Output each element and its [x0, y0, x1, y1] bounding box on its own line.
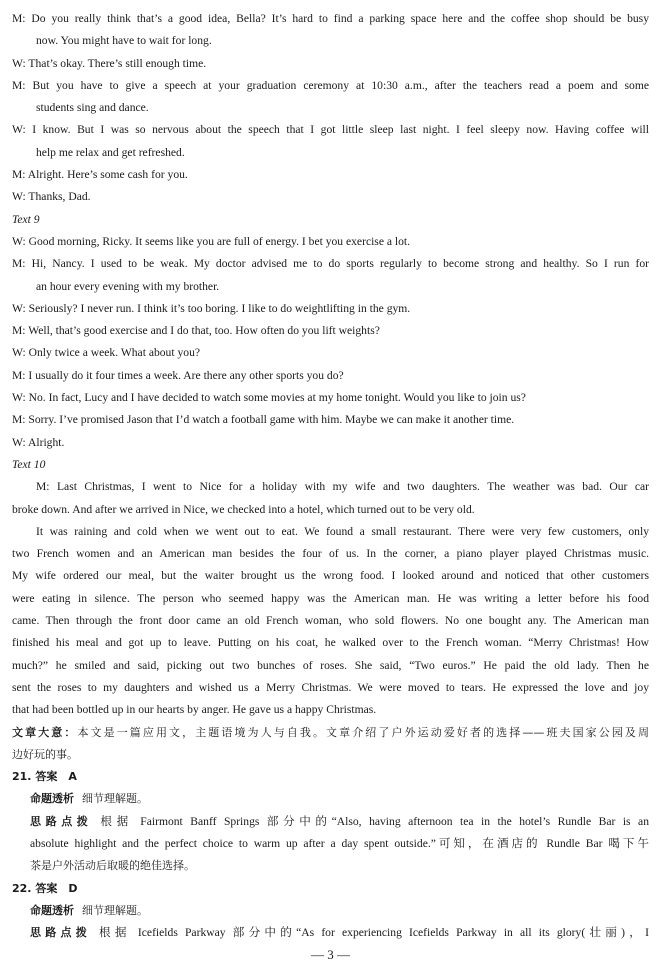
analysis-text: 细节理解题。 [82, 792, 148, 806]
hint-text: 根据 Fairmont Banff Springs 部分中的“Also, having afternoon tea in the hotel’s Rundle Bar is an [100, 814, 649, 828]
paragraph-line: that had been bottled up in our hearts by anger. He gave us a happy Christmas. [12, 703, 377, 717]
dialogue-line: M: Do you really think that’s a good idea, Bella? It’s hard to find a parking space here and the coffee shop should be busy [12, 12, 649, 25]
paragraph-line: sent the roses to my daughters and wished us a Merry Christmas. We were moved to tears. He expressed the love and joy [12, 680, 649, 694]
text9-dialogue [12, 231, 649, 454]
summary-text: 本文是一篇应用文，主题语境为人与自我。文章介绍了户外运动爱好者的选择——班夫国家公园及周 [77, 725, 650, 739]
question-22 [12, 878, 649, 945]
text8-dialogue [12, 8, 649, 209]
answer-heading: 22. 答案 D [12, 881, 78, 895]
paragraph-line: two French women and an American man besides the four of us. In the corner, a piano player played Christmas music. [12, 547, 649, 561]
dialogue-line: M: Hi, Nancy. I used to be weak. My doctor advised me to do sports regularly to become strong and healthy. So I run for [12, 257, 649, 271]
page-number: — 3 — [311, 947, 350, 962]
summary-label: 文章大意： [12, 725, 78, 739]
document-page [12, 8, 649, 944]
text10-monologue [12, 476, 649, 721]
paragraph-line: It was raining and cold when we went out to eat. We found a small restaurant. There were very few customers, only [36, 524, 649, 538]
summary-line [12, 722, 649, 744]
dialogue-line: W: Alright. [12, 435, 65, 449]
hint-label: 思路点拨 [30, 814, 93, 828]
paragraph-line: were eating in silence. The person who seemed happy was the American man. He was writing a letter before his food [12, 591, 649, 605]
hint-label: 思路点拨 [30, 926, 92, 940]
analysis-line [12, 900, 649, 922]
dialogue-line: students sing and dance. [36, 101, 149, 115]
paragraph-line: M: Last Christmas, I went to Nice for a holiday with my wife and two daughters. The weather was bad. Our car [36, 480, 649, 494]
answer-heading: 21. 答案 A [12, 770, 77, 784]
paragraph-line: came. Then through the front door came an old French woman, who sold flowers. No one bought any. The American man [12, 614, 649, 628]
analysis-line [12, 788, 649, 810]
dialogue-line: W: I know. But I was so nervous about the speech that I got little sleep last night. I feel sleepy now. Having coffee will [12, 123, 649, 137]
dialogue-line: help me relax and get refreshed. [36, 145, 185, 159]
dialogue-line: M: Sorry. I’ve promised Jason that I’d watch a football game with him. Maybe we can make it another time. [12, 413, 515, 427]
dialogue-line: an hour every evening with my brother. [36, 279, 220, 293]
dialogue-line: M: Alright. Here’s some cash for you. [12, 168, 188, 182]
dialogue-line: now. You might have to wait for long. [36, 34, 212, 48]
paragraph-line: much?” he smiled and said, picking out two bunches of roses. She said, “Two euros.” He paid the old lady. Then he [12, 658, 649, 672]
analysis-text: 细节理解题。 [82, 903, 148, 917]
summary-line: 边好玩的事。 [12, 747, 78, 761]
hint-line: absolute highlight and the perfect choice to warm up after a day spent outside.”可知，在酒店的 Rundle Bar 喝下午 [30, 836, 649, 850]
dialogue-line: M: I usually do it four times a week. Are there any other sports you do? [12, 368, 344, 382]
paragraph-line: broke down. And after we arrived in Nice, we checked into a hotel, which turned out to be very old. [12, 502, 475, 516]
dialogue-line: W: No. In fact, Lucy and I have decided to watch some movies at my home tonight. Would you like to join us? [12, 391, 526, 405]
summary-section [12, 722, 649, 767]
question-21 [12, 766, 649, 877]
text9-heading: Text 9 [12, 212, 40, 226]
dialogue-line: W: That’s okay. There’s still enough time. [12, 56, 207, 70]
dialogue-line: W: Seriously? I never run. I think it’s too boring. I like to do weightlifting in the gym. [12, 301, 411, 315]
dialogue-line: M: But you have to give a speech at your graduation ceremony at 10:30 a.m., after the teachers read a poem and some [12, 78, 649, 92]
hint-line: 茶是户外活动后取暖的绝佳选择。 [30, 859, 195, 873]
hint-line [12, 811, 649, 833]
analysis-label: 命题透析 [30, 903, 74, 917]
paragraph-line: My wife ordered our meal, but the waiter brought us the wrong food. I looked around and noticed that other customers [12, 569, 649, 583]
hint-line [12, 922, 649, 944]
dialogue-line: W: Only twice a week. What about you? [12, 346, 201, 360]
analysis-label: 命题透析 [30, 792, 74, 806]
dialogue-line: W: Thanks, Dad. [12, 190, 91, 204]
dialogue-line: M: Well, that’s good exercise and I do that, too. How often do you lift weights? [12, 324, 380, 338]
text10-heading: Text 10 [12, 457, 46, 471]
dialogue-line: W: Good morning, Ricky. It seems like you are full of energy. I bet you exercise a lot. [12, 234, 411, 248]
hint-text: 根据 Icefields Parkway 部分中的“As for experiencing Icefields Parkway in all its glory(壮丽)，I [99, 926, 650, 940]
paragraph-line: finished his meal and got up to leave. Putting on his coat, he walked over to the French woman. “Merry Christmas! How [12, 636, 649, 650]
